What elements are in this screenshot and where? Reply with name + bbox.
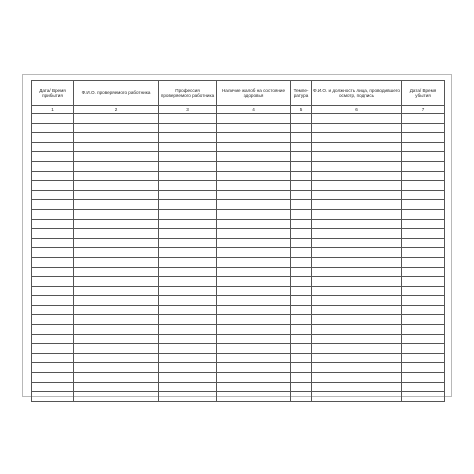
table-row xyxy=(32,181,445,191)
table-cell xyxy=(402,248,445,258)
table-row xyxy=(32,286,445,296)
column-header-complaints: Наличие жалоб на состояние здоровья xyxy=(217,81,291,106)
table-cell xyxy=(32,257,74,267)
table-cell xyxy=(402,181,445,191)
table-cell xyxy=(402,219,445,229)
table-cell xyxy=(159,229,217,239)
table-cell xyxy=(402,277,445,287)
table-cell xyxy=(291,133,312,143)
table-row xyxy=(32,363,445,373)
column-header-inspector: Ф.И.О. и должность лица, проводившего осмотр, подпись xyxy=(312,81,402,106)
table-cell xyxy=(312,171,402,181)
table-row xyxy=(32,200,445,210)
table-cell xyxy=(74,363,159,373)
table-row xyxy=(32,248,445,258)
table-cell xyxy=(312,296,402,306)
table-row xyxy=(32,325,445,335)
table-cell xyxy=(159,171,217,181)
table-cell xyxy=(312,123,402,133)
table-cell xyxy=(291,248,312,258)
table-cell xyxy=(217,392,291,402)
table-cell xyxy=(312,181,402,191)
table-cell xyxy=(291,305,312,315)
table-cell xyxy=(159,248,217,258)
table-cell xyxy=(32,133,74,143)
table-cell xyxy=(402,229,445,239)
table-cell xyxy=(291,257,312,267)
table-cell xyxy=(312,286,402,296)
table-cell xyxy=(74,142,159,152)
table-cell xyxy=(402,296,445,306)
table-cell xyxy=(291,171,312,181)
table-cell xyxy=(291,181,312,191)
table-cell xyxy=(159,152,217,162)
table-cell xyxy=(32,123,74,133)
table-row xyxy=(32,142,445,152)
table-row xyxy=(32,133,445,143)
table-cell xyxy=(402,114,445,124)
table-cell xyxy=(217,315,291,325)
table-cell xyxy=(217,123,291,133)
table-cell xyxy=(402,373,445,383)
table-cell xyxy=(217,181,291,191)
table-cell xyxy=(217,344,291,354)
table-row xyxy=(32,392,445,402)
table-cell xyxy=(217,238,291,248)
table-cell xyxy=(32,315,74,325)
table-cell xyxy=(312,142,402,152)
table-cell xyxy=(159,219,217,229)
table-cell xyxy=(74,114,159,124)
table-cell xyxy=(74,286,159,296)
column-number: 4 xyxy=(217,106,291,114)
column-number: 1 xyxy=(32,106,74,114)
table-cell xyxy=(402,123,445,133)
table-cell xyxy=(32,229,74,239)
table-row xyxy=(32,161,445,171)
table-cell xyxy=(402,161,445,171)
table-cell xyxy=(402,200,445,210)
table-cell xyxy=(291,219,312,229)
column-number: 3 xyxy=(159,106,217,114)
table-cell xyxy=(32,286,74,296)
table-cell xyxy=(32,344,74,354)
table-cell xyxy=(74,171,159,181)
table-row xyxy=(32,152,445,162)
table-row xyxy=(32,296,445,306)
table-cell xyxy=(32,152,74,162)
table-cell xyxy=(32,296,74,306)
table-cell xyxy=(217,171,291,181)
table-row xyxy=(32,257,445,267)
table-cell xyxy=(159,286,217,296)
table-cell xyxy=(217,363,291,373)
table-cell xyxy=(159,238,217,248)
table-cell xyxy=(291,373,312,383)
table-cell xyxy=(312,257,402,267)
table-cell xyxy=(312,200,402,210)
table-cell xyxy=(32,382,74,392)
column-number-row xyxy=(32,106,445,114)
table-row xyxy=(32,267,445,277)
table-cell xyxy=(402,325,445,335)
table-cell xyxy=(32,238,74,248)
table-cell xyxy=(291,267,312,277)
table-row xyxy=(32,114,445,124)
table-cell xyxy=(74,190,159,200)
table-cell xyxy=(159,334,217,344)
table-cell xyxy=(291,200,312,210)
table-cell xyxy=(74,219,159,229)
table-cell xyxy=(74,382,159,392)
table-cell xyxy=(32,334,74,344)
table-cell xyxy=(32,353,74,363)
table-cell xyxy=(312,353,402,363)
table-cell xyxy=(217,200,291,210)
table-cell xyxy=(32,142,74,152)
column-number: 2 xyxy=(74,106,159,114)
table-cell xyxy=(312,219,402,229)
table-cell xyxy=(74,373,159,383)
table-cell xyxy=(312,152,402,162)
table-cell xyxy=(291,161,312,171)
table-cell xyxy=(291,286,312,296)
table-row xyxy=(32,277,445,287)
table-cell xyxy=(312,114,402,124)
table-cell xyxy=(217,248,291,258)
table-cell xyxy=(291,123,312,133)
table-cell xyxy=(402,286,445,296)
table-cell xyxy=(159,353,217,363)
table-cell xyxy=(402,382,445,392)
table-cell xyxy=(159,209,217,219)
table-cell xyxy=(74,267,159,277)
table-cell xyxy=(32,363,74,373)
table-cell xyxy=(159,373,217,383)
table-cell xyxy=(32,305,74,315)
table-cell xyxy=(217,325,291,335)
table-cell xyxy=(74,181,159,191)
table-cell xyxy=(402,209,445,219)
table-cell xyxy=(217,161,291,171)
table-cell xyxy=(312,315,402,325)
table-cell xyxy=(402,152,445,162)
table-cell xyxy=(291,209,312,219)
table-cell xyxy=(291,277,312,287)
table-cell xyxy=(217,382,291,392)
table-cell xyxy=(402,363,445,373)
table-cell xyxy=(32,114,74,124)
table-cell xyxy=(159,296,217,306)
column-number: 6 xyxy=(312,106,402,114)
table-cell xyxy=(217,133,291,143)
table-cell xyxy=(159,161,217,171)
table-cell xyxy=(217,114,291,124)
table-cell xyxy=(159,382,217,392)
table-cell xyxy=(74,229,159,239)
table-cell xyxy=(32,209,74,219)
column-header-arrival: Дата/ Время прибытия xyxy=(32,81,74,106)
table-row xyxy=(32,334,445,344)
table-cell xyxy=(159,277,217,287)
table-cell xyxy=(32,161,74,171)
table-cell xyxy=(402,334,445,344)
table-cell xyxy=(312,133,402,143)
table-cell xyxy=(291,382,312,392)
table-cell xyxy=(291,190,312,200)
table-cell xyxy=(402,305,445,315)
table-cell xyxy=(32,200,74,210)
table-row xyxy=(32,315,445,325)
table-cell xyxy=(32,190,74,200)
table-cell xyxy=(159,305,217,315)
table-cell xyxy=(74,296,159,306)
header-row xyxy=(32,81,445,106)
table-cell xyxy=(74,123,159,133)
table-cell xyxy=(32,219,74,229)
table-cell xyxy=(402,257,445,267)
table-cell xyxy=(312,363,402,373)
table-cell xyxy=(32,325,74,335)
table-cell xyxy=(291,238,312,248)
table-cell xyxy=(402,142,445,152)
table-cell xyxy=(159,142,217,152)
table-cell xyxy=(312,229,402,239)
table-cell xyxy=(159,344,217,354)
column-number: 5 xyxy=(291,106,312,114)
table-cell xyxy=(312,161,402,171)
table-cell xyxy=(217,152,291,162)
table-cell xyxy=(217,190,291,200)
table-cell xyxy=(312,277,402,287)
table-cell xyxy=(291,392,312,402)
table-cell xyxy=(312,248,402,258)
table-cell xyxy=(312,334,402,344)
table-cell xyxy=(291,152,312,162)
column-header-temperature: Темпе-ратура xyxy=(291,81,312,106)
table-cell xyxy=(159,133,217,143)
table-cell xyxy=(74,248,159,258)
table-row xyxy=(32,123,445,133)
table-row xyxy=(32,305,445,315)
table-cell xyxy=(74,305,159,315)
table-cell xyxy=(74,315,159,325)
table-cell xyxy=(312,392,402,402)
table-cell xyxy=(291,363,312,373)
table-row xyxy=(32,229,445,239)
table-cell xyxy=(159,267,217,277)
table-cell xyxy=(32,392,74,402)
table-cell xyxy=(291,142,312,152)
table-cell xyxy=(32,181,74,191)
table-cell xyxy=(291,353,312,363)
table-row xyxy=(32,209,445,219)
table-cell xyxy=(159,325,217,335)
table-cell xyxy=(74,344,159,354)
table-cell xyxy=(159,114,217,124)
table-row xyxy=(32,353,445,363)
table-cell xyxy=(74,392,159,402)
table-cell xyxy=(291,344,312,354)
table-cell xyxy=(74,334,159,344)
column-header-profession: Профессия проверяемого работника xyxy=(159,81,217,106)
table-cell xyxy=(291,315,312,325)
table-cell xyxy=(291,334,312,344)
table-cell xyxy=(159,181,217,191)
table-cell xyxy=(402,133,445,143)
table-cell xyxy=(217,277,291,287)
table-cell xyxy=(74,353,159,363)
table-cell xyxy=(159,200,217,210)
table-cell xyxy=(32,373,74,383)
table-cell xyxy=(291,296,312,306)
table-row xyxy=(32,171,445,181)
table-cell xyxy=(402,190,445,200)
table-cell xyxy=(74,161,159,171)
table-cell xyxy=(217,353,291,363)
table-cell xyxy=(402,392,445,402)
table-cell xyxy=(32,171,74,181)
table-cell xyxy=(74,200,159,210)
table-cell xyxy=(312,305,402,315)
table-cell xyxy=(217,257,291,267)
table-cell xyxy=(74,325,159,335)
table-cell xyxy=(217,142,291,152)
table-cell xyxy=(217,305,291,315)
table-cell xyxy=(217,373,291,383)
table-cell xyxy=(291,229,312,239)
table-cell xyxy=(402,171,445,181)
table-cell xyxy=(291,114,312,124)
table-row xyxy=(32,190,445,200)
table-cell xyxy=(159,315,217,325)
table-cell xyxy=(402,267,445,277)
table-cell xyxy=(312,344,402,354)
table-cell xyxy=(217,209,291,219)
table-cell xyxy=(312,209,402,219)
table-cell xyxy=(402,344,445,354)
table-cell xyxy=(32,277,74,287)
table-cell xyxy=(217,229,291,239)
table-cell xyxy=(312,267,402,277)
table-cell xyxy=(402,238,445,248)
table-cell xyxy=(159,123,217,133)
table-row xyxy=(32,219,445,229)
table-cell xyxy=(74,152,159,162)
table-row xyxy=(32,382,445,392)
table-cell xyxy=(159,190,217,200)
table-cell xyxy=(159,363,217,373)
table-cell xyxy=(159,257,217,267)
table-cell xyxy=(217,286,291,296)
table-cell xyxy=(159,392,217,402)
table-cell xyxy=(74,209,159,219)
table-cell xyxy=(312,238,402,248)
table-cell xyxy=(217,334,291,344)
column-header-worker-name: Ф.И.О. проверяемого работника xyxy=(74,81,159,106)
column-header-departure: Дата/ Время убытия xyxy=(402,81,445,106)
health-check-log-table xyxy=(31,80,445,402)
column-number: 7 xyxy=(402,106,445,114)
table-cell xyxy=(74,257,159,267)
table-cell xyxy=(402,353,445,363)
table-cell xyxy=(217,296,291,306)
table-cell xyxy=(74,238,159,248)
table-cell xyxy=(312,373,402,383)
table-cell xyxy=(312,190,402,200)
table-cell xyxy=(32,248,74,258)
table-cell xyxy=(291,325,312,335)
table-row xyxy=(32,373,445,383)
table-cell xyxy=(74,133,159,143)
table-cell xyxy=(312,382,402,392)
table-cell xyxy=(217,267,291,277)
table-row xyxy=(32,238,445,248)
table-cell xyxy=(32,267,74,277)
table-row xyxy=(32,344,445,354)
table-cell xyxy=(74,277,159,287)
table-cell xyxy=(402,315,445,325)
table-cell xyxy=(312,325,402,335)
table-cell xyxy=(217,219,291,229)
